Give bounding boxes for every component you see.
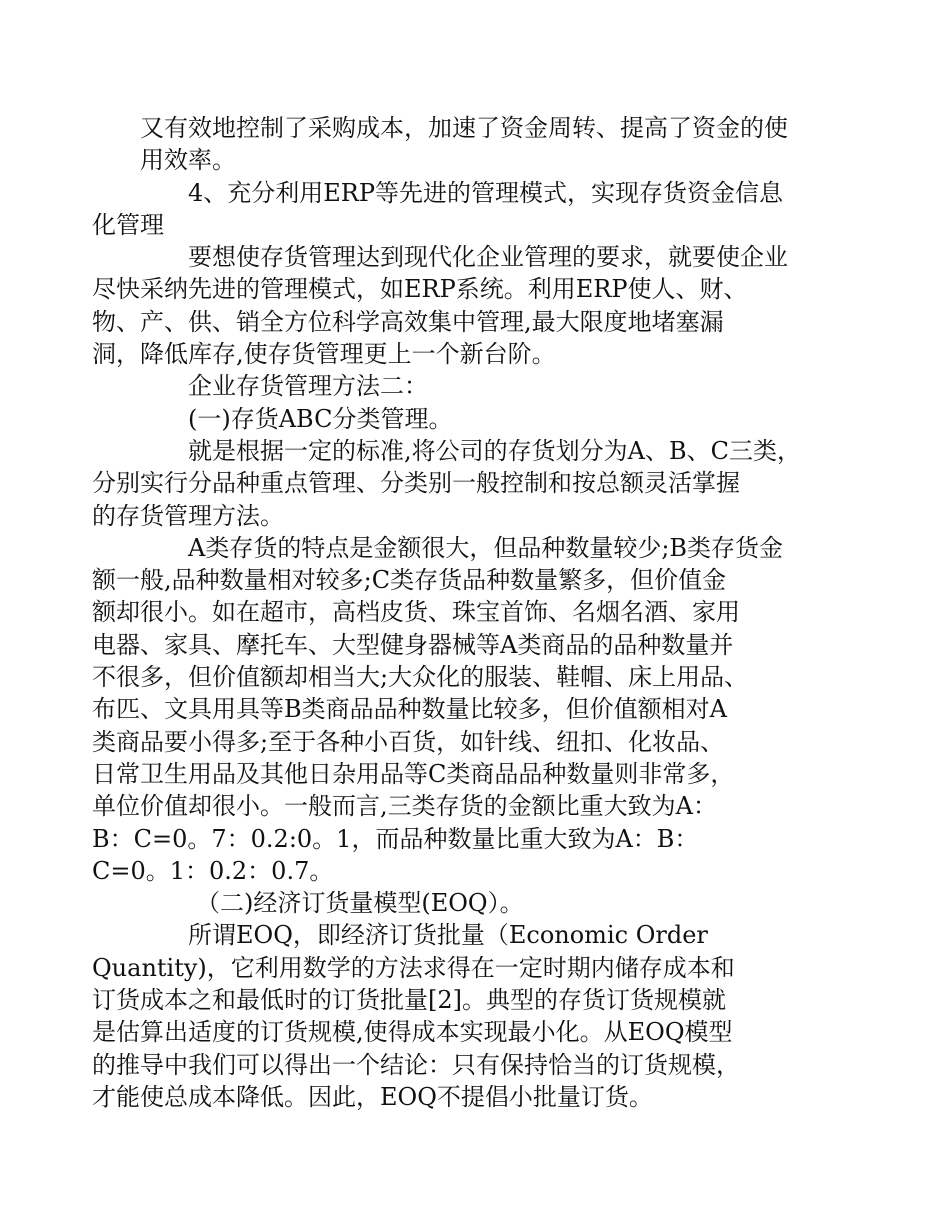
text-line: 额一般,品种数量相对较多;C类存货品种数量繁多，但价值金 [92,566,727,595]
text-line: A类存货的特点是金额很大，但品种数量较少;B类存货金 [188,533,784,562]
text-line: 物、产、供、销全方位科学高效集中管理,最大限度地堵塞漏 [92,307,724,336]
text-line: 是估算出适度的订货规模,使得成本实现最小化。从EOQ模型 [92,1018,733,1047]
text-line: 分别实行分品种重点管理、分类别一般控制和按总额灵活掌握 [92,469,740,498]
text-line: 日常卫生用品及其他日杂用品等C类商品品种数量则非常多， [92,759,735,788]
text-line: 企业存货管理方法二： [188,372,428,401]
text-line: (一)存货ABC分类管理。 [188,404,453,433]
paragraph-eoq-body [92,919,812,1113]
paragraph-intro-continuation [140,112,812,177]
text-line: 额却很小。如在超市，高档皮货、珠宝首饰、名烟名酒、家用 [92,598,740,627]
paragraph-erp-body [92,241,812,370]
text-line: 类商品要小得多;至于各种小百货，如针线、纽扣、化妆品、 [92,727,725,756]
text-line: 尽快采纳先进的管理模式，如ERP系统。利用ERP使人、财、 [92,275,748,304]
text-line: 单位价值却很小。一般而言,三类存货的金额比重大致为A： [92,792,717,821]
paragraph-erp-heading [92,177,812,242]
text-line: 用效率。 [140,146,236,175]
text-line: 的存货管理方法。 [92,501,284,530]
text-line: B：C=0。7：0.2:0。1，而品种数量比重大致为A：B： [92,824,699,853]
document-page [92,112,812,1113]
text-line: 化管理 [92,210,164,239]
paragraph-eoq-heading [140,887,812,919]
text-line: 4、充分利用ERP等先进的管理模式，实现存货资金信息 [188,178,784,207]
text-line: 的推导中我们可以得出一个结论：只有保持恰当的订货规模， [92,1050,740,1079]
text-line: Quantity)，它利用数学的方法求得在一定时期内储存成本和 [92,953,735,982]
text-line: 又有效地控制了采购成本，加速了资金周转、提高了资金的使 [140,114,788,142]
text-line: 不很多，但价值额却相当大;大众化的服装、鞋帽、床上用品、 [92,663,749,692]
paragraph-abc-heading [140,403,812,435]
text-line: 洞，降低库存,使存货管理更上一个新台阶。 [92,340,556,369]
text-line: 所谓EOQ，即经济订货批量（Economic Order [188,921,708,950]
paragraph-abc-details [92,532,812,887]
text-line: 才能使总成本降低。因此，EOQ不提倡小批量订货。 [92,1082,653,1111]
paragraph-method-two-title [140,370,812,402]
text-line: 布匹、文具用具等B类商品品种数量比较多，但价值额相对A [92,695,727,724]
text-line: 要想使存货管理达到现代化企业管理的要求，就要使企业 [188,243,788,272]
text-line: 电器、家具、摩托车、大型健身器械等A类商品的品种数量并 [92,630,734,659]
text-line: （二)经济订货量模型(EOQ）。 [196,889,524,918]
text-line: C=0。1：0.2：0.7。 [92,856,334,885]
text-line: 订货成本之和最低时的订货批量[2]。典型的存货订货规模就 [92,986,726,1015]
text-line: 就是根据一定的标准,将公司的存货划分为A、B、C三类， [188,436,801,465]
paragraph-abc-definition [92,435,812,532]
